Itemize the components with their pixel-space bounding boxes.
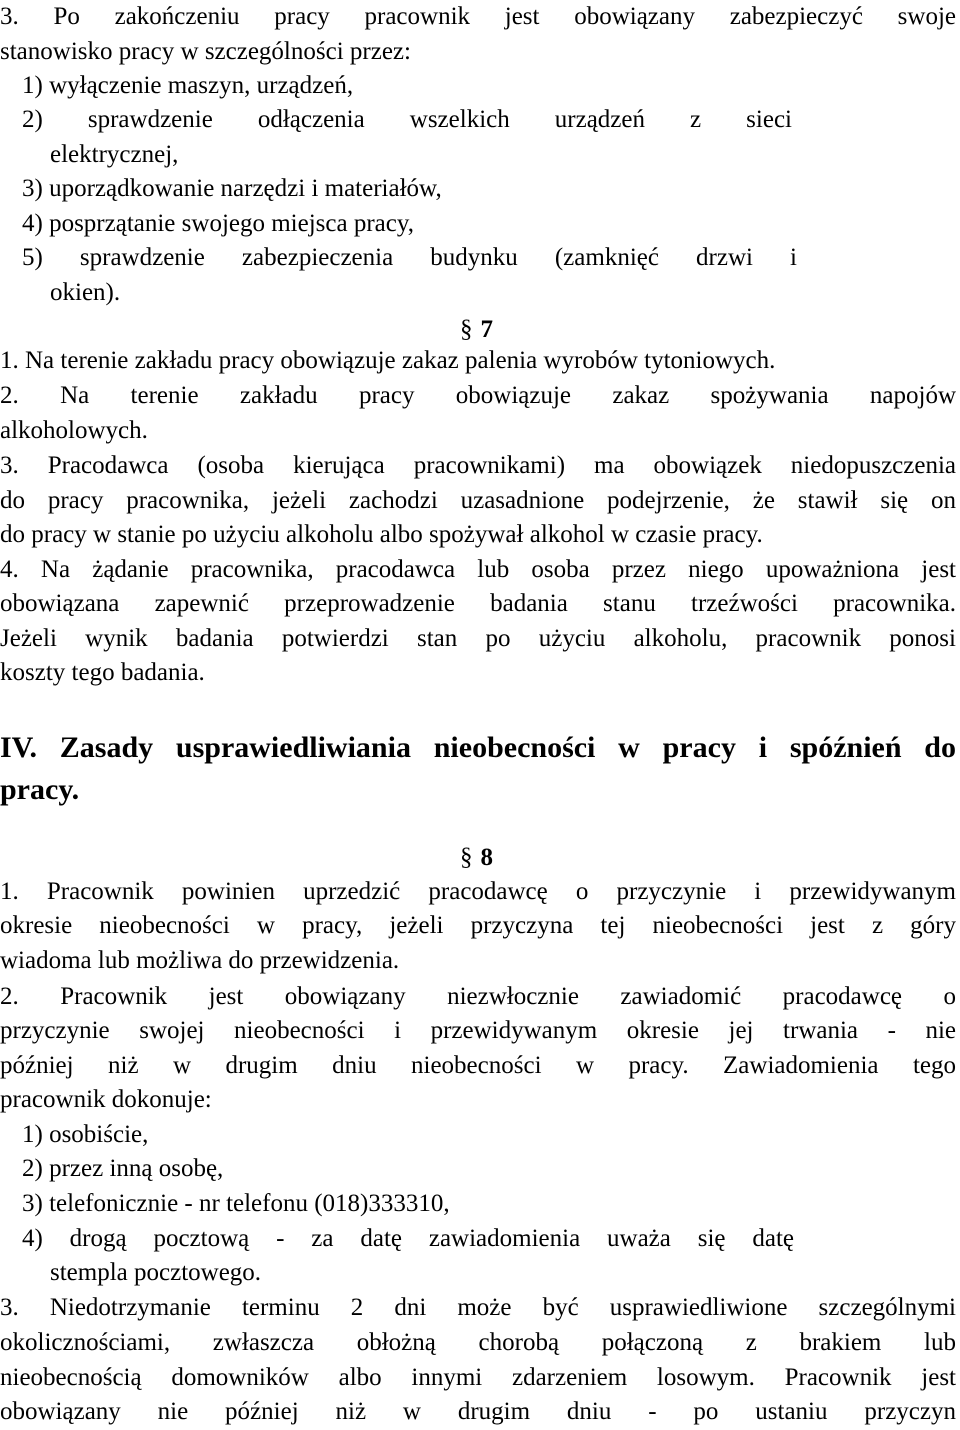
text-line: do pracy w stanie po użyciu alkoholu albo spożywał alkohol w czasie pracy. [0,521,763,548]
text-line: 1. Pracownik powinien uprzedzić pracodawcę o przyczynie i przewidywanym [0,878,956,905]
text-line: okolicznościami, zwłaszcza obłożną chorobą połączoną z brakiem lub [0,1329,956,1356]
list-item: 5) sprawdzenie zabezpieczenia budynku (zamknięć drzwi i [22,244,797,271]
paragraph-number: 7 [480,316,493,343]
text-line: pracownik dokonuje: [0,1086,212,1113]
text-line: 3. Niedotrzymanie terminu 2 dni może być usprawiedliwione szczególnymi [0,1294,956,1321]
list-item: 1) wyłączenie maszyn, urządzeń, [22,72,354,99]
text-line: nieobecnością domowników albo innymi zdarzeniem losowym. Pracownik jest [0,1364,956,1391]
paragraph-number: 8 [480,844,493,871]
text-line: 4. Na żądanie pracownika, pracodawca lub osoba przez niego upoważniona jest [0,556,956,583]
section-heading-continuation: pracy. [0,773,80,806]
text-line: do pracy pracownika, jeżeli zachodzi uzasadnione podejrzenie, że stawił się on [0,487,956,514]
list-item-continuation: elektrycznej, [50,141,179,168]
text-line: wiadoma lub możliwa do przewidzenia. [0,947,400,974]
text-line: 2. Na terenie zakładu pracy obowiązuje zakaz spożywania napojów [0,382,956,409]
text-line: obowiązany nie później niż w drugim dniu - po ustaniu przyczyn [0,1398,956,1425]
list-item: 2) przez inną osobę, [22,1155,224,1182]
list-item-continuation: stempla pocztowego. [50,1259,262,1286]
list-item: 4) drogą pocztową - za datę zawiadomienia uważa się datę [22,1225,794,1252]
text-line: 1. Na terenie zakładu pracy obowiązuje zakaz palenia wyrobów tytoniowych. [0,347,776,374]
paragraph-marker [460,313,520,347]
text-line: Jeżeli wynik badania potwierdzi stan po użyciu alkoholu, pracownik ponosi [0,625,956,652]
text-line: koszty tego badania. [0,659,205,686]
text-line: stanowisko pracy w szczególności przez: [0,38,411,65]
section-sign: § [460,844,473,871]
text-line: obowiązana zapewnić przeprowadzenie badania stanu trzeźwości pracownika. [0,590,956,617]
text-line: 3. Po zakończeniu pracy pracownik jest obowiązany zabezpieczyć swoje [0,3,956,30]
list-item: 3) uporządkowanie narzędzi i materiałów, [22,175,442,202]
section-sign: § [460,316,473,343]
text-line: 2. Pracownik jest obowiązany niezwłocznie zawiadomić pracodawcę o [0,983,956,1010]
text-line: później niż w drugim dniu nieobecności w pracy. Zawiadomienia tego [0,1052,956,1079]
list-item: 2) sprawdzenie odłączenia wszelkich urządzeń z sieci [22,106,792,133]
paragraph-marker [460,841,520,875]
text-line: okresie nieobecności w pracy, jeżeli przyczyna tej nieobecności jest z góry [0,912,956,939]
text-line: przyczynie swojej nieobecności i przewidywanym okresie jej trwania - nie [0,1017,956,1044]
section-heading: IV. Zasady usprawiedliwiania nieobecności w pracy i spóźnień do [0,731,956,764]
list-item: 1) osobiście, [22,1121,149,1148]
list-item: 4) posprzątanie swojego miejsca pracy, [22,210,414,237]
list-item: 3) telefonicznie - nr telefonu (018)333310, [22,1190,450,1217]
text-line: alkoholowych. [0,417,148,444]
list-item-continuation: okien). [50,279,121,306]
text-line: 3. Pracodawca (osoba kierująca pracownikami) ma obowiązek niedopuszczenia [0,452,956,479]
